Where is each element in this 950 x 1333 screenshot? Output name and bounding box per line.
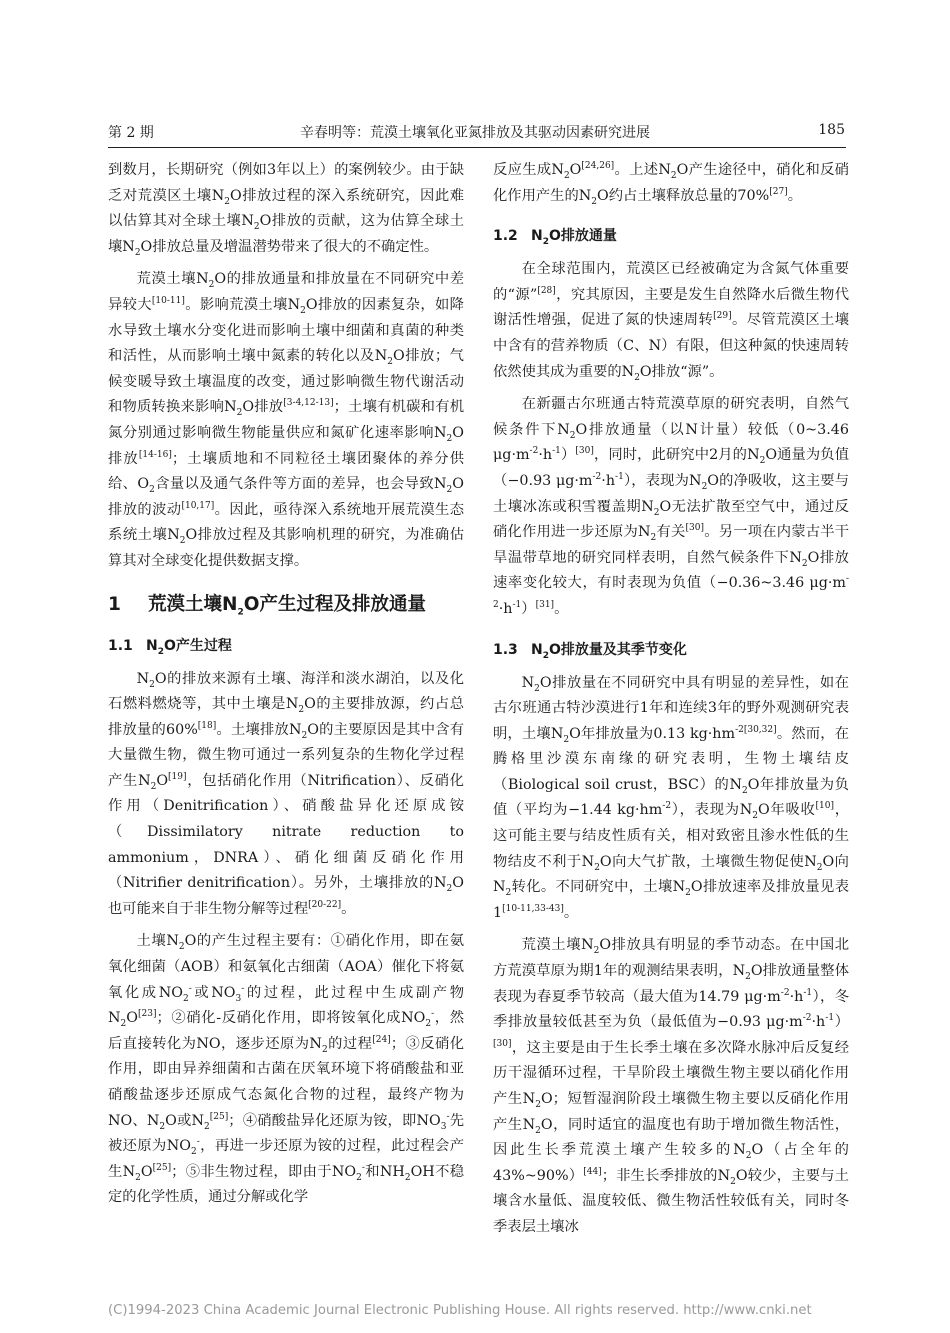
heading-text: $N_2O$产生过程	[146, 637, 232, 657]
issue-label: 第 2 期	[108, 125, 154, 141]
subsection-heading	[493, 225, 849, 247]
paragraph: 荒漠土壤$N_2O$排放具有明显的季节动态。在中国北方荒漠草原为期1年的观测结果表明，$N_2O$排放通量整体表现为春夏季节较高（最大值为14.79 $\mu g\cdot m^{-2}\cdot h^{-1}$），冬季排放量较低甚至为负（最低值为−0.93 $\mu g\cdot m^{-2}\cdot h^{-1})[30]$，这主要是由于生长季土壤在多次降水脉冲后反复经历干湿循环过程，干旱阶段土壤微生物主要以硝化作用产生$N_2O$；短暂湿润阶段土壤微生物主要以反硝化作用产生$N_2O$，同时适宜的温度也有助于增加微生物活性，因此生长季荒漠土壤产生较多的$N_2O$（占全年的43%~90%）[44]；非生长季排放的$N_2O$较少，主要与土壤含水量低、温度较低、微生物活性较低有关，同时冬季表层土壤冰	[493, 937, 850, 1235]
subsection-heading	[108, 635, 464, 657]
paragraph: 土壤$N_2O$的产生过程主要有：①硝化作用，即在氨氧化细菌（AOB）和氨氧化古细菌（AOA）催化下将氨氧化成$NO_2^-$或$NO_3^-$的过程，此过程中生成副产物$N_2O[23]$；②硝化-反硝化作用，即将铵氧化成$NO_2^-$，然后直接转化为NO，逐步还原为$N_2$的过程[24]；③反硝化作用，即由异养细菌和古菌在厌氧环境下将硝酸盐和亚硝酸盐逐步还原成气态氮化合物的过程，最终产物为NO、$N_2O$或$N_2[25]$；④硝酸盐异化还原为铵，即$NO_3^-$先被还原为$NO_2^-$，再进一步还原为铵的过程，此过程会产生$N_2O[25]$；⑤非生物过程，即由于$NO_2^-$和$NH_2OH$不稳定的化学性质，通过分解或化学	[108, 933, 465, 1206]
heading-number: 1.2	[493, 228, 518, 245]
paragraph: $N_2O$排放量在不同研究中具有明显的差异性，如在古尔班通古特沙漠进行1年和连续3年的野外观测研究表明，土壤$N_2O$年排放量为0.13 $kg\cdot hm^{-2[30,32]}$。然而，在腾格里沙漠东南缘的研究表明，生物土壤结皮（Biological soil crust，BSC）的$N_2O$年排放量为负值（平均为−1.44 $kg\cdot hm^{-2}$），表现为$N_2O$年吸收[10]，这可能主要与结皮性质有关，相对致密且渗水性低的生物结皮不利于$N_2O$向大气扩散，土壤微生物促使$N_2O$向$N_2$转化。不同研究中，土壤$N_2O$排放速率及排放量见表1[10-11,33-43]。	[493, 674, 850, 921]
heading-number: 1.1	[108, 637, 133, 654]
page-number: 185	[818, 122, 845, 138]
heading-number: 1.3	[493, 641, 518, 658]
heading-text: 荒漠土壤$N_2O$产生过程及排放通量	[148, 593, 426, 618]
paragraph: 反应生成$N_2O[24,26]$。上述$N_2O$产生途径中，硝化和反硝化作用产生的$N_2O$约占土壤释放总量的70%[27]。	[493, 161, 849, 207]
subsection-heading	[493, 639, 849, 661]
paragraph: 荒漠土壤$N_2O$的排放通量和排放量在不同研究中差异较大[10-11]。影响荒漠土壤$N_2O$排放的因素复杂，如降水导致土壤水分变化进而影响土壤中细菌和真菌的种类和活性，从而影响土壤中氮素的转化以及$N_2O$排放；气候变暖导致土壤温度的改变，通过影响微生物代谢活动和物质转换来影响$N_2O$排放[3-4,12-13]；土壤有机碳和有机氮分别通过影响微生物能量供应和氮矿化速率影响$N_2O$排放[14-16]；土壤质地和不同粒径土壤团聚体的养分供给、$O_2$含量以及通气条件等方面的差异，也会导致$N_2O$排放的波动[10,17]。因此，亟待深入系统地开展荒漠生态系统土壤$N_2O$排放过程及其影响机理的研究，为准确估算其对全球变化提供数据支撑。	[108, 271, 465, 569]
paragraph: 在新疆古尔班通古特荒漠草原的研究表明，自然气候条件下$N_2O$排放通量（以N计量）较低（0~3.46 $\mu g\cdot m^{-2}\cdot h^{-1})[30]$，同时，此研究中2月的$N_2O$通量为负值（−0.93 $\mu g\cdot m^{-2}\cdot h^{-1}$），表现为$N_2O$的净吸收，这主要与土壤冰冻或积雪覆盖期$N_2O$无法扩散至空气中，通过反硝化作用进一步还原为$N_2$有关[30]。另一项在内蒙古半干旱温带草地的研究同样表明，自然气候条件下$N_2O$排放速率变化较大，有时表现为负值（−0.36~3.46 $\mu g\cdot m^{-2}\cdot h^{-1})[31]$。	[493, 396, 850, 617]
paragraph: 到数月，长期研究（例如3年以上）的案例较少。由于缺乏对荒漠区土壤$N_2O$排放过程的深入系统研究，因此难以估算其对全球土壤$N_2O$排放的贡献，这为估算全球土壤$N_2O$排放总量及增温潜势带来了很大的不确定性。	[108, 162, 464, 258]
section-heading	[108, 591, 464, 619]
paragraph: 在全球范围内，荒漠区已经被确定为含氮气体重要的“源”[28]，究其原因，主要是发生自然降水后微生物代谢活性增强，促进了氮的快速周转[29]。尽管荒漠区土壤中含有的营养物质（C、N）有限，但这种氮的快速周转依然使其成为重要的$N_2O$排放“源”。	[493, 261, 850, 383]
right-column	[493, 158, 849, 1248]
header-rule	[108, 147, 846, 148]
heading-text: $N_2O$排放通量	[531, 228, 617, 247]
paragraph: $N_2O$的排放来源有土壤、海洋和淡水湖泊，以及化石燃料燃烧等，其中土壤是$N_2O$的主要排放源，约占总排放量的60%[18]。土壤排放$N_2O$的主要原因是其中含有大量微生物，微生物可通过一系列复杂的生物化学过程产生$N_2O[19]$，包括硝化作用（Nitrification）、反硝化作用（Denitrification）、硝酸盐异化还原成铵（Dissimilatory nitrate reduction to ammonium，DNRA）、硝化细菌反硝化作用（Nitrifier denitrification）。另外，土壤排放的$N_2O$也可能来自于非生物分解等过程[20-22]。	[108, 670, 464, 917]
copyright-footer: (C)1994-2023 China Academic Journal Electronic Publishing House. All rights reserved. http://www.cnki.net	[108, 1303, 812, 1318]
heading-number: 1	[108, 593, 121, 615]
left-column	[108, 158, 464, 1218]
heading-text: $N_2O$排放量及其季节变化	[531, 641, 687, 661]
running-title: 辛春明等：荒漠土壤氧化亚氮排放及其驱动因素研究进展	[300, 125, 650, 141]
